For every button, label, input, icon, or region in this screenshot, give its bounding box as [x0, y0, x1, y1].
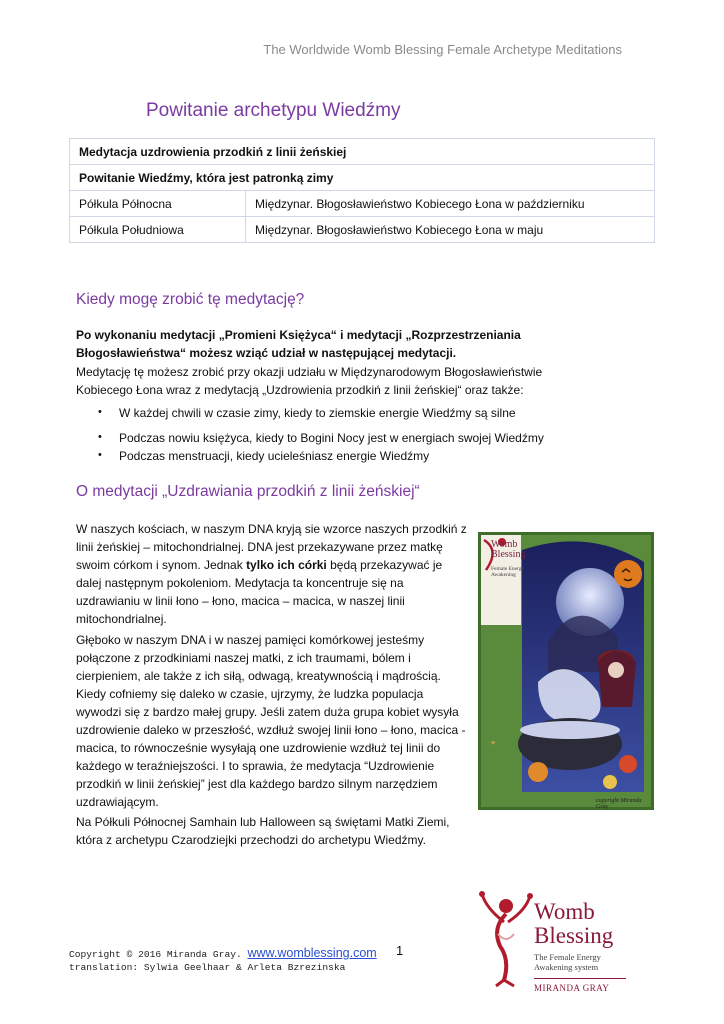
table-cell: Medytacja uzdrowienia przodkiń z linii żeńskiej — [70, 139, 655, 165]
section-heading: Kiedy mogę zrobić tę medytację? — [76, 291, 305, 308]
bullet-mark: • — [98, 431, 102, 443]
card-subtitle — [491, 566, 524, 578]
table-cell: Międzynar. Błogosławieństwo Kobiecego Łona w październiku — [246, 191, 655, 217]
paragraph: Na Półkuli Północnej Samhain lub Halloween są świętami Matki Ziemi, która z archetypu Czarodziejki przechodzi do archetypu Wiedźmy. — [76, 815, 450, 847]
logo-line1: Womb — [534, 899, 595, 924]
card-brand-line2: Blessing — [491, 549, 526, 560]
website-link[interactable]: www.womblessing.com — [247, 946, 377, 960]
text-run: W naszych kościach, w naszym DNA kryją sie wzorce naszych przodkiń z linii żeńskiej – mitochondrialnej. DNA jest przekazywane przez matkę swoim córkom i synom. Jednak — [76, 522, 467, 572]
table-row — [70, 165, 655, 191]
logo-tag2: Awakening system — [534, 962, 599, 972]
dancer-icon — [476, 888, 536, 988]
table-row — [70, 191, 655, 217]
womb-blessing-logo — [470, 880, 630, 1020]
footer-copyright: Copyright © 2016 Miranda Gray. — [69, 949, 242, 960]
bullet-mark: • — [98, 406, 102, 418]
table-cell: Międzynar. Błogosławieństwo Kobiecego Łona w maju — [246, 217, 655, 243]
list-item: Podczas menstruacji, kiedy ucieleśniasz energie Wiedźmy — [119, 449, 430, 463]
bullet-mark: • — [98, 449, 102, 461]
text-run: będą przekazywać je dalej następnym pokoleniom. Medytacja ta koncentruje się na uzdrawianiu w linii łono – łono, macica – macica, w naszej linii mitochondrialnej. — [76, 558, 443, 626]
logo-wordmark — [534, 900, 613, 948]
card-copyright: copyright Miranda Gray — [596, 798, 642, 810]
card-brand — [491, 540, 525, 560]
logo-tagline — [534, 952, 601, 972]
paragraph — [76, 520, 468, 628]
svg-text:✦: ✦ — [489, 739, 498, 746]
list-item: Podczas nowiu księżyca, kiedy to Bogini Nocy jest w energiach swojej Wiedźmy — [119, 431, 544, 445]
list-item: W każdej chwili w czasie zimy, kiedy to ziemskie energie Wiedźmy są silne — [119, 406, 516, 420]
witch-card-image — [478, 532, 654, 810]
card-sub2: Awakening — [491, 572, 516, 578]
paragraph-line: Medytację tę możesz zrobić przy okazji udziału w Międzynarodowym Błogosławieństwie — [76, 365, 543, 379]
table-cell: Półkula Północna — [70, 191, 246, 217]
logo-divider — [534, 978, 626, 979]
card-brand-line1: Womb — [491, 539, 518, 550]
info-table — [69, 138, 655, 243]
paragraph: Głęboko w naszym DNA i w naszej pamięci komórkowej jesteśmy połączone z przodkiniami naszej matki, z ich traumami, bólem i cierpieniem, ale także z ich siłą, odwagą, kreatywnością i mądrością. Kiedy cofniemy się daleko w czasie, ujrzymy, że ludzka populacja wywodzi się z bardzo małej grupy. Jeśli zatem duża grupa kobiet wysyła uzdrowienie daleko w przeszłość, wzdłuż swojej linii łono – łono, macica - macica, to równocześnie wysyłają one uzdrowienie wzdłuż tej linii do każdego w teraźniejszości. I to sprawia, że medytacja “Uzdrowienie przodkiń w linii żeńskiej” jest dla każdego bardzo silnym narzędziem uzdrawiającym. — [76, 633, 466, 809]
table-cell: Powitanie Wiedźmy, która jest patronką zimy — [70, 165, 655, 191]
logo-line2: Blessing — [534, 923, 614, 948]
card-sub1: Female Energy — [491, 566, 525, 572]
bold-line: Błogosławieństwa“ możesz wziąć udział w następującej medytacji. — [76, 346, 457, 360]
paragraph-line: Kobiecego Łona wraz z medytacją „Uzdrowienia przodkiń z linii żeńskiej“ oraz także: — [76, 383, 524, 397]
bold-text: tylko ich córki — [246, 558, 327, 572]
page-header: The Worldwide Womb Blessing Female Archetype Meditations — [263, 42, 622, 57]
table-row — [70, 217, 655, 243]
table-cell: Półkula Południowa — [70, 217, 246, 243]
footer-translation: translation: Sylwia Geelhaar & Arleta Bzrezinska — [69, 962, 346, 973]
logo-tag1: The Female Energy — [534, 952, 601, 962]
logo-author: MIRANDA GRAY — [534, 983, 610, 993]
page-number: 1 — [396, 943, 404, 958]
bold-line: Po wykonaniu medytacji „Promieni Księżyca“ i medytacji „Rozprzestrzeniania — [76, 328, 521, 342]
footer-copyright-line — [69, 946, 377, 960]
section-heading: O medytacji „Uzdrawiania przodkiń z linii żeńskiej“ — [76, 483, 420, 500]
page-title: Powitanie archetypu Wiedźmy — [146, 100, 401, 121]
table-row — [70, 139, 655, 165]
